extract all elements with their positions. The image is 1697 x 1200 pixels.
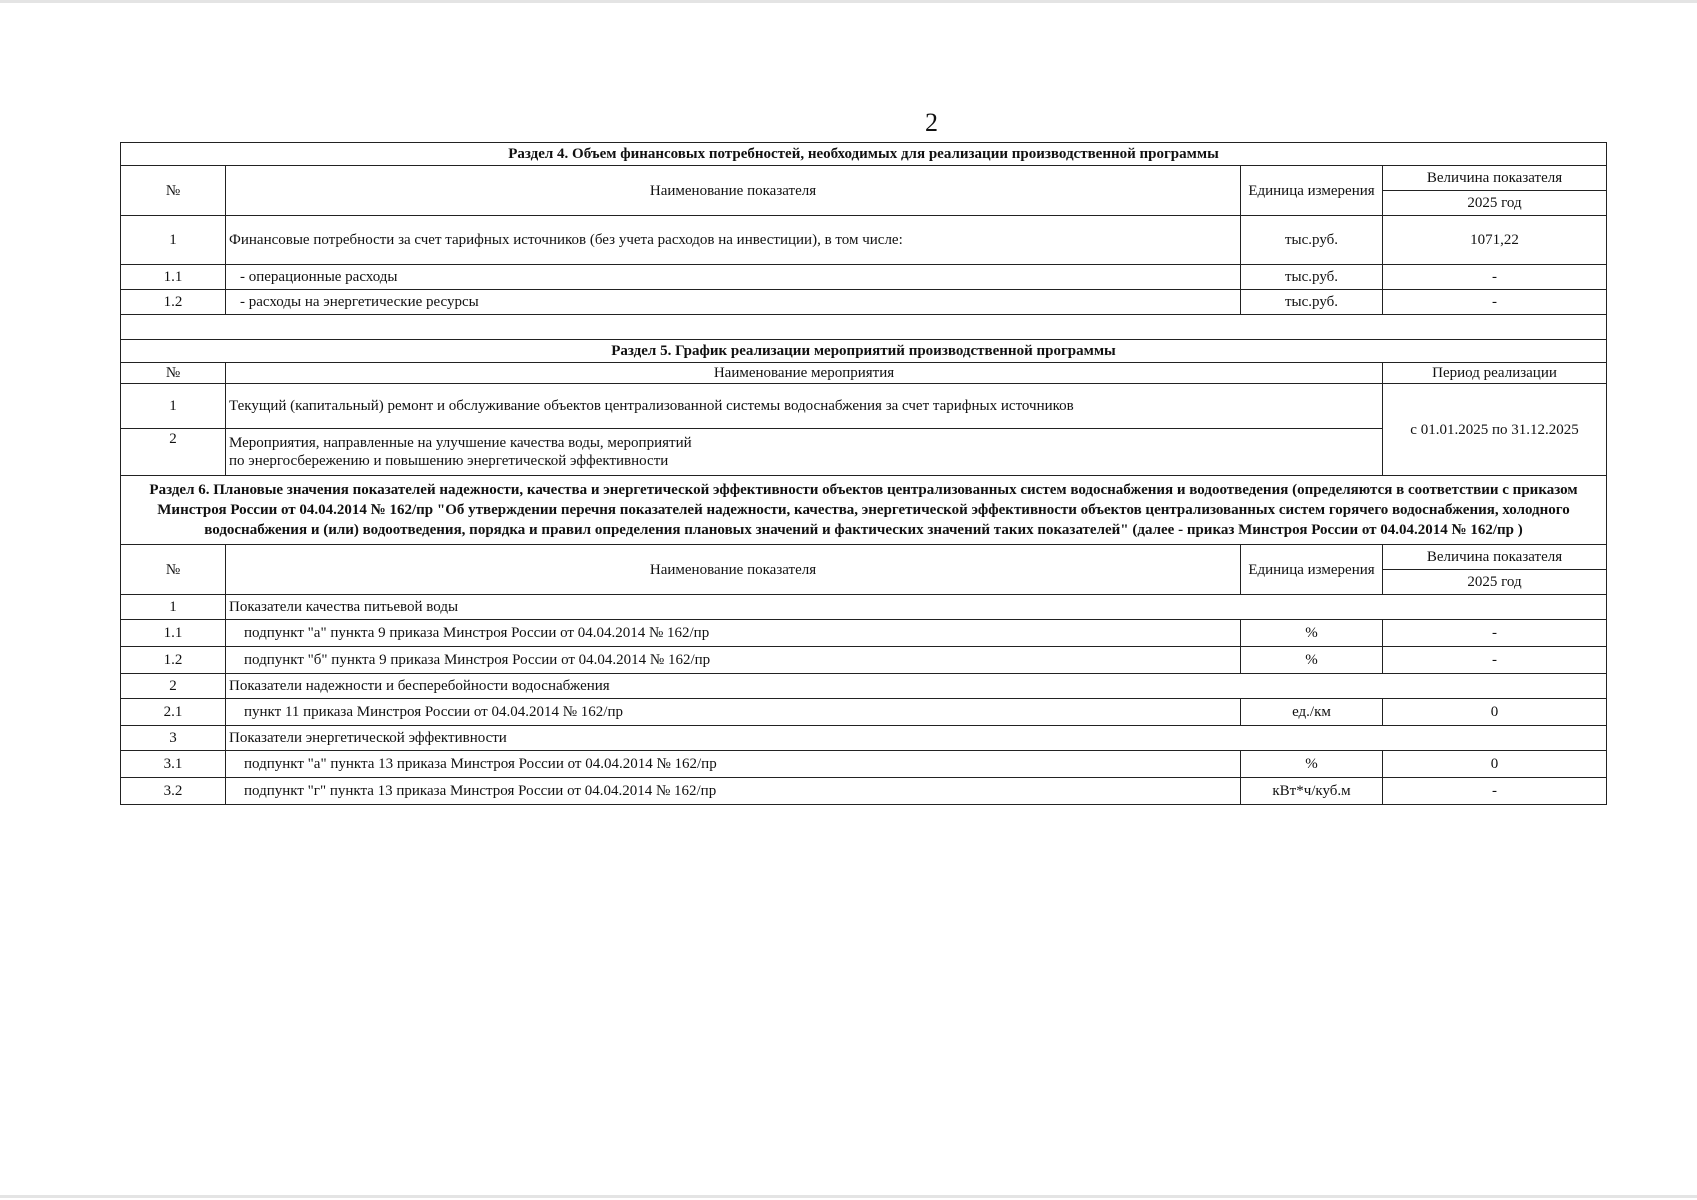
section4-title-row — [121, 143, 1607, 166]
row-value: 1071,22 — [1383, 216, 1607, 265]
section4-col-name: Наименование показателя — [226, 166, 1241, 216]
section6-header-row — [121, 545, 1607, 570]
group-number: 2 — [121, 674, 226, 699]
row-value: - — [1383, 265, 1607, 290]
scan-edge-bottom — [0, 1195, 1697, 1198]
row-name: - расходы на энергетические ресурсы — [226, 290, 1241, 315]
row-number: 3.2 — [121, 778, 226, 805]
row-name: подпункт "г" пункта 13 приказа Минстроя России от 04.04.2014 № 162/пр — [226, 778, 1241, 805]
table-row — [121, 751, 1607, 778]
row-number: 1 — [121, 384, 226, 429]
section5-header-row — [121, 363, 1607, 384]
row-name-line: по энергосбережению и повышению энергетической эффективности — [229, 453, 669, 469]
group-name: Показатели надежности и бесперебойности водоснабжения — [226, 674, 1607, 699]
section4-header-row — [121, 166, 1607, 191]
section6-col-unit: Единица измерения — [1241, 545, 1383, 595]
row-number: 1.2 — [121, 290, 226, 315]
group-row — [121, 726, 1607, 751]
section4-col-unit: Единица измерения — [1241, 166, 1383, 216]
row-value: 0 — [1383, 751, 1607, 778]
spacer-cell — [121, 315, 1607, 340]
row-name: Текущий (капитальный) ремонт и обслуживание объектов централизованной системы водоснабжения за счет тарифных источников — [226, 384, 1383, 429]
row-number: 3.1 — [121, 751, 226, 778]
table-row — [121, 620, 1607, 647]
row-number: 2 — [121, 429, 226, 476]
row-value: 0 — [1383, 699, 1607, 726]
section6-title: Раздел 6. Плановые значения показателей надежности, качества и энергетической эффективности объектов централизованных систем водоснабжения и водоотведения (определяются в соответствии с приказом Минстроя России от 04.04.2014 № 162/пр "Об утверждении перечня показателей надежности, качества, энергетической эффективности объектов централизованных систем горячего водоснабжения, холодного водоснабжения и (или) водоотведения, порядка и правил определения плановых значений и фактических значений таких показателей" (далее - приказ Минстроя России от 04.04.2014 № 162/пр ) — [121, 476, 1607, 545]
table-row — [121, 290, 1607, 315]
table-row — [121, 265, 1607, 290]
section6-col-value: Величина показателя — [1383, 545, 1607, 570]
row-unit: тыс.руб. — [1241, 216, 1383, 265]
group-name: Показатели энергетической эффективности — [226, 726, 1607, 751]
row-number: 1.1 — [121, 620, 226, 647]
row-name: подпункт "а" пункта 9 приказа Минстроя России от 04.04.2014 № 162/пр — [226, 620, 1241, 647]
section5-col-name: Наименование мероприятия — [226, 363, 1383, 384]
group-row — [121, 674, 1607, 699]
section4-title: Раздел 4. Объем финансовых потребностей, необходимых для реализации производственной программы — [121, 143, 1607, 166]
section5-title: Раздел 5. График реализации мероприятий производственной программы — [121, 340, 1607, 363]
production-program-table — [120, 142, 1607, 805]
section6-col-no: № — [121, 545, 226, 595]
row-unit: тыс.руб. — [1241, 290, 1383, 315]
row-name: Финансовые потребности за счет тарифных источников (без учета расходов на инвестиции), в том числе: — [226, 216, 1241, 265]
section5-title-row — [121, 340, 1607, 363]
row-unit: % — [1241, 647, 1383, 674]
row-unit: кВт*ч/куб.м — [1241, 778, 1383, 805]
spacer-row — [121, 315, 1607, 340]
row-unit: тыс.руб. — [1241, 265, 1383, 290]
scan-edge-top — [0, 0, 1697, 3]
row-number: 1 — [121, 216, 226, 265]
row-unit: ед./км — [1241, 699, 1383, 726]
row-number: 2.1 — [121, 699, 226, 726]
section4-col-year: 2025 год — [1383, 191, 1607, 216]
table-row — [121, 216, 1607, 265]
group-number: 3 — [121, 726, 226, 751]
group-name: Показатели качества питьевой воды — [226, 595, 1607, 620]
section4-col-value: Величина показателя — [1383, 166, 1607, 191]
section6-title-row — [121, 476, 1607, 545]
row-value: - — [1383, 620, 1607, 647]
group-row — [121, 595, 1607, 620]
row-name — [226, 429, 1383, 476]
section5-col-period: Период реализации — [1383, 363, 1607, 384]
section4-col-no: № — [121, 166, 226, 216]
row-name: подпункт "б" пункта 9 приказа Минстроя России от 04.04.2014 № 162/пр — [226, 647, 1241, 674]
row-unit: % — [1241, 751, 1383, 778]
table-row — [121, 384, 1607, 429]
section6-col-year: 2025 год — [1383, 570, 1607, 595]
table-row — [121, 699, 1607, 726]
section5-col-no: № — [121, 363, 226, 384]
row-number: 1.2 — [121, 647, 226, 674]
row-value: - — [1383, 290, 1607, 315]
row-unit: % — [1241, 620, 1383, 647]
row-number: 1.1 — [121, 265, 226, 290]
page-number: 2 — [925, 108, 938, 137]
row-value: - — [1383, 647, 1607, 674]
table-row — [121, 778, 1607, 805]
row-name: подпункт "а" пункта 13 приказа Минстроя России от 04.04.2014 № 162/пр — [226, 751, 1241, 778]
row-name-line: Мероприятия, направленные на улучшение качества воды, мероприятий — [229, 435, 692, 451]
row-name: - операционные расходы — [226, 265, 1241, 290]
document-sheet — [120, 142, 1606, 805]
row-name: пункт 11 приказа Минстроя России от 04.04.2014 № 162/пр — [226, 699, 1241, 726]
section6-col-name: Наименование показателя — [226, 545, 1241, 595]
row-value: - — [1383, 778, 1607, 805]
group-number: 1 — [121, 595, 226, 620]
period-cell: с 01.01.2025 по 31.12.2025 — [1383, 384, 1607, 476]
table-row — [121, 647, 1607, 674]
